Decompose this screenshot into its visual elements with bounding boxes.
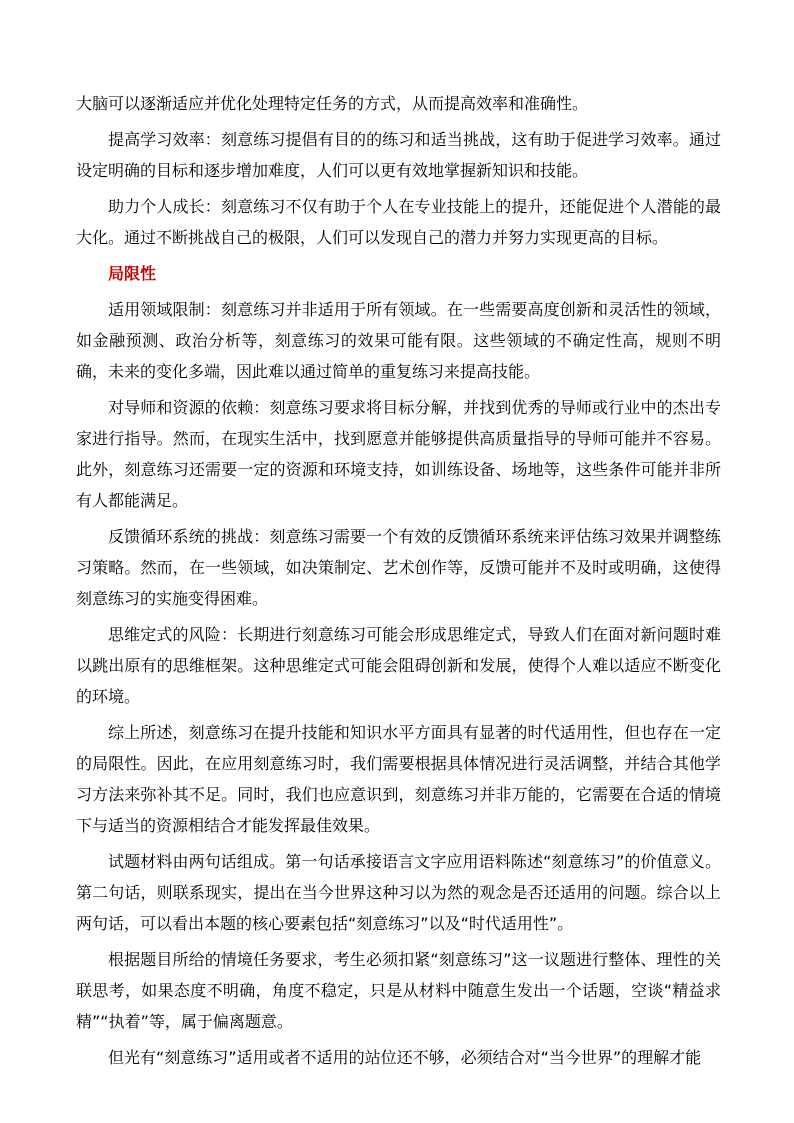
paragraph-mindset-risk: 思维定式的风险：长期进行刻意练习可能会形成思维定式，导致人们在面对新问题时难以跳出原有的思维框架。这种思维定式可能会阻碍创新和发展，使得个人难以适应不断变化的环境。 [76,625,721,706]
paragraph-mentor-dependence: 对导师和资源的依赖：刻意练习要求将目标分解，并找到优秀的导师或行业中的杰出专家进行指导。然而，在现实生活中，找到愿意并能够提供高质量指导的导师可能并不容易。此外，刻意练习还需要一定的资源和环境支持，如训练设备、场地等，这些条件可能并非所有人都能满足。 [76,398,721,510]
paragraph-task-requirements: 根据题目所给的情境任务要求，考生必须扣紧“刻意练习”这一议题进行整体、理性的关联思考，如果态度不明确，角度不稳定，只是从材料中随意生发出一个话题，空谈“精益求精”“执着”等，属于偏离题意。 [76,950,721,1031]
paragraph-domain-limits: 适用领域限制：刻意练习并非适用于所有领域。在一些需要高度创新和灵活性的领域，如金融预测、政治分析等，刻意练习的效果可能有限。这些领域的不确定性高，规则不明确，未来的变化多端，因此难以通过简单的重复练习来提高技能。 [76,300,721,381]
paragraph-continuation: 大脑可以逐渐适应并优化处理特定任务的方式，从而提高效率和准确性。 [76,94,589,113]
paragraph-feedback-loop: 反馈循环系统的挑战：刻意练习需要一个有效的反馈循环系统来评估练习效果并调整练习策略。然而，在一些领域，如决策制定、艺术创作等，反馈可能并不及时或明确，这使得刻意练习的实施变得困难。 [76,527,721,608]
section-heading-limitations: 局限性 [108,264,157,283]
document-page [76,88,721,1078]
paragraph-material-analysis: 试题材料由两句话组成。第一句话承接语言文字应用语料陈述“刻意练习”的价值意义。第二句话，则联系现实，提出在当今世界这种习以为然的观念是否还适用的问题。综合以上两句话，可以看出本题的核心要素包括“刻意练习”以及“时代适用性”。 [76,852,721,933]
paragraph-standpoint: 但光有“刻意练习”适用或者不适用的站位还不够，必须结合对“当今世界”的理解才能 [108,1048,702,1067]
paragraph-summary: 综上所述，刻意练习在提升技能和知识水平方面具有显著的时代适用性，但也存在一定的局限性。因此，在应用刻意练习时，我们需要根据具体情况进行灵活调整，并结合其他学习方法来弥补其不足。同时，我们也应意识到，刻意练习并非万能的，它需要在合适的情境下与适当的资源相结合才能发挥最佳效果。 [76,723,721,835]
paragraph-personal-growth: 助力个人成长：刻意练习不仅有助于个人在专业技能上的提升，还能促进个人潜能的最大化。通过不断挑战自己的极限，人们可以发现自己的潜力并努力实现更高的目标。 [76,197,721,247]
paragraph-learning-efficiency: 提高学习效率：刻意练习提倡有目的的练习和适当挑战，这有助于促进学习效率。通过设定明确的目标和逐步增加难度，人们可以更有效地掌握新知识和技能。 [76,130,721,180]
